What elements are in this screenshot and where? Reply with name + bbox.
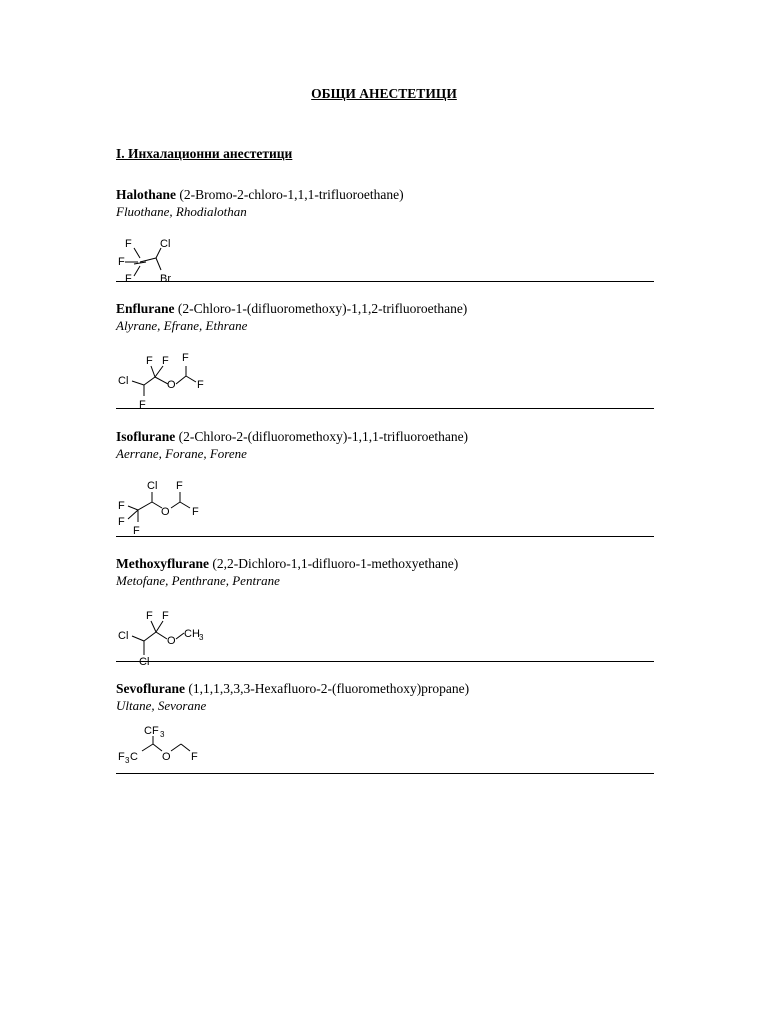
entry-heading — [116, 680, 654, 697]
atom-label: O — [167, 379, 176, 391]
iupac-name: (2,2-Dichloro-1,1-difluoro-1-methoxyethane) — [212, 556, 459, 571]
atom-label: F — [162, 355, 169, 367]
entry-isoflurane — [116, 428, 654, 542]
structure-sevoflurane — [116, 724, 236, 778]
atom-label: F — [182, 352, 189, 364]
drug-name: Halothane — [116, 187, 177, 202]
synonyms: Metofane, Penthrane, Pentrane — [116, 573, 280, 588]
atom-label: C — [130, 751, 138, 763]
atom-label: F — [197, 379, 204, 391]
synonyms: Fluothane, Rhodialothan — [116, 204, 247, 219]
synonyms: Alyrane, Efrane, Ethrane — [116, 318, 248, 333]
atom-label: F — [146, 355, 153, 367]
atom-label: O — [167, 635, 176, 647]
atom-label: Cl — [118, 375, 129, 387]
iupac-name: (2-Chloro-2-(difluoromethoxy)-1,1,1-trifluoroethane) — [178, 429, 469, 444]
atom-label: F — [118, 256, 125, 268]
structure-isoflurane — [116, 472, 236, 542]
structure-halothane — [116, 234, 236, 294]
divider — [116, 773, 654, 774]
atom-label: O — [162, 751, 171, 763]
atom-label: Cl — [139, 656, 150, 668]
entry-heading — [116, 555, 654, 572]
iupac-name: (2-Bromo-2-chloro-1,1,1-trifluoroethane) — [179, 187, 404, 202]
structure-methoxyflurane — [116, 599, 246, 669]
iupac-name: (2-Chloro-1-(difluoromethoxy)-1,1,2-trifluoroethane) — [177, 301, 468, 316]
page-title: ОБЩИ АНЕСТЕТИЦИ — [311, 86, 457, 101]
entry-methoxyflurane — [116, 555, 654, 669]
drug-name: Methoxyflurane — [116, 556, 209, 571]
atom-label: F — [118, 751, 125, 763]
atom-label: F — [176, 480, 183, 492]
atom-label: CF — [144, 725, 159, 737]
structure-enflurane — [116, 344, 236, 414]
atom-label: Br — [160, 273, 171, 285]
atom-label: F — [139, 399, 146, 411]
atom-label: F — [118, 516, 125, 528]
divider — [116, 408, 654, 409]
divider — [116, 281, 654, 282]
atom-label: F — [118, 500, 125, 512]
atom-label: F — [125, 238, 132, 250]
subscript: 3 — [125, 756, 130, 765]
atom-label: F — [133, 525, 140, 537]
entry-halothane — [116, 186, 654, 294]
atom-label: F — [162, 610, 169, 622]
synonyms: Aerrane, Forane, Forene — [116, 446, 247, 461]
divider — [116, 661, 654, 662]
atom-label: Cl — [118, 630, 129, 642]
atom-label: F — [125, 273, 132, 285]
drug-name: Sevoflurane — [116, 681, 185, 696]
synonyms: Ultane, Sevorane — [116, 698, 207, 713]
entry-sevoflurane — [116, 680, 654, 778]
drug-name: Enflurane — [116, 301, 175, 316]
entry-heading — [116, 300, 654, 317]
entry-heading — [116, 186, 654, 203]
atom-label: F — [191, 751, 198, 763]
iupac-name: (1,1,1,3,3,3-Hexafluoro-2-(fluoromethoxy)propane) — [188, 681, 470, 696]
subscript: 3 — [160, 730, 165, 739]
atom-label: F — [192, 506, 199, 518]
entry-heading — [116, 428, 654, 445]
entry-enflurane — [116, 300, 654, 414]
atom-label: F — [146, 610, 153, 622]
section-heading: I. Инхалационни анестетици — [116, 146, 293, 161]
subscript: 3 — [199, 633, 204, 642]
drug-name: Isoflurane — [116, 429, 176, 444]
divider — [116, 536, 654, 537]
atom-label: O — [161, 506, 170, 518]
atom-label: Cl — [160, 238, 171, 250]
atom-label: Cl — [147, 480, 158, 492]
atom-label: CH — [184, 628, 200, 640]
